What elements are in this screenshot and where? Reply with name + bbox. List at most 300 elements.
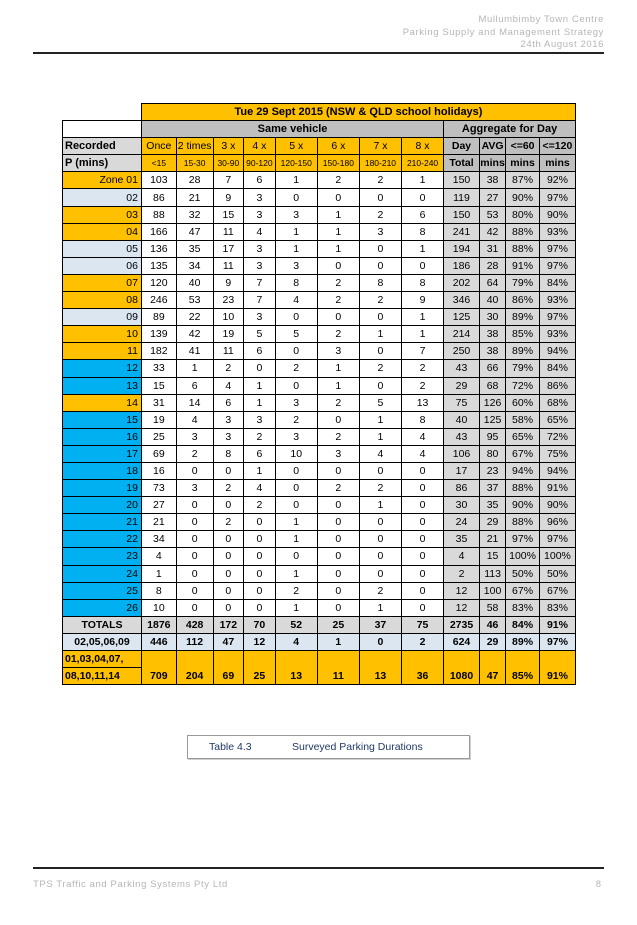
table-cell: 0 [213, 462, 244, 479]
header-line-1: Mullumbimby Town Centre [478, 14, 604, 25]
header-line-2: Parking Supply and Management Strategy [402, 26, 604, 38]
table-cell: 125 [479, 411, 505, 428]
zone-label: 15 [63, 411, 142, 428]
table-cell: 0 [359, 343, 401, 360]
table-cell: 1 [244, 462, 276, 479]
table-cell: 182 [141, 343, 176, 360]
table-cell: 4 [176, 411, 213, 428]
group-cell-spacer [444, 651, 480, 668]
table-cell: 14 [176, 394, 213, 411]
group-cell: 91% [539, 668, 575, 685]
table-cell: 16 [141, 462, 176, 479]
table-cell: 4 [244, 480, 276, 497]
group-cell: 204 [176, 668, 213, 685]
table-cell: 68 [479, 377, 505, 394]
table-cell: 6 [213, 394, 244, 411]
table-cell: 214 [444, 326, 480, 343]
zone-label: 08 [63, 292, 142, 309]
table-cell: 19 [141, 411, 176, 428]
table-cell: 3 [244, 240, 276, 257]
table-cell: 202 [444, 274, 480, 291]
table-cell: 7 [244, 274, 276, 291]
totals-cell: 84% [506, 616, 540, 633]
table-cell: 2 [213, 514, 244, 531]
table-cell: 0 [176, 531, 213, 548]
table-cell: 97% [539, 240, 575, 257]
table-cell: 90% [539, 497, 575, 514]
zone-label: 09 [63, 309, 142, 326]
table-cell: 3 [359, 223, 401, 240]
table-cell: 95 [479, 428, 505, 445]
group-cell-spacer [479, 651, 505, 668]
count-header: 7 x [359, 138, 401, 155]
table-cell: 21 [141, 514, 176, 531]
totals-cell: 2735 [444, 616, 480, 633]
table-cell: 88% [506, 240, 540, 257]
group-cell: 11 [317, 668, 359, 685]
table-cell: 84% [539, 274, 575, 291]
group-cell: 2 [402, 633, 444, 650]
table-cell: 241 [444, 223, 480, 240]
table-cell: 58 [479, 599, 505, 616]
zone-label: 25 [63, 582, 142, 599]
table-cell: 0 [402, 565, 444, 582]
table-cell: 3 [275, 394, 317, 411]
table-cell: 94% [506, 462, 540, 479]
group-cell: 4 [275, 633, 317, 650]
group-cell: 112 [176, 633, 213, 650]
table-cell: 2 [444, 565, 480, 582]
table-cell: 19 [213, 326, 244, 343]
table-cell: 97% [539, 531, 575, 548]
table-cell: 6 [402, 206, 444, 223]
table-cell: 2 [275, 360, 317, 377]
table-cell: 93% [539, 326, 575, 343]
table-cell: 86 [141, 189, 176, 206]
table-cell: 6 [176, 377, 213, 394]
zone-label: 17 [63, 445, 142, 462]
table-cell: 38 [479, 343, 505, 360]
table-cell: 8 [141, 582, 176, 599]
table-cell: 5 [275, 326, 317, 343]
table-cell: 1 [359, 411, 401, 428]
table-cell: 113 [479, 565, 505, 582]
table-cell: 1 [275, 531, 317, 548]
table-cell: 3 [317, 343, 359, 360]
table-row [63, 565, 576, 582]
table-cell: 28 [479, 257, 505, 274]
group-header-row [63, 121, 576, 138]
table-cell: 92% [539, 172, 575, 189]
zone-label: 13 [63, 377, 142, 394]
table-cell: 2 [317, 394, 359, 411]
range-header: 120-150 [275, 155, 317, 172]
table-row [63, 206, 576, 223]
table-cell: 2 [275, 411, 317, 428]
table-cell: 3 [213, 428, 244, 445]
table-cell: 84% [539, 360, 575, 377]
table-title: Tue 29 Sept 2015 (NSW & QLD school holidays) [141, 104, 575, 121]
table-cell: 2 [317, 172, 359, 189]
zone-label: 11 [63, 343, 142, 360]
table-cell: 4 [275, 292, 317, 309]
table-row [63, 223, 576, 240]
table-cell: 3 [244, 206, 276, 223]
table-cell: 100 [479, 582, 505, 599]
parking-duration-table [62, 103, 576, 685]
table-cell: 0 [359, 565, 401, 582]
table-row [63, 411, 576, 428]
table-cell: 40 [444, 411, 480, 428]
zone-label: 23 [63, 548, 142, 565]
table-cell: 21 [176, 189, 213, 206]
count-header: 8 x [402, 138, 444, 155]
table-cell: 0 [275, 189, 317, 206]
zone-label: 14 [63, 394, 142, 411]
table-cell: 0 [359, 240, 401, 257]
table-cell: 88% [506, 480, 540, 497]
aggregate-column-header: <=60 [506, 138, 540, 155]
group-cell: 13 [359, 668, 401, 685]
table-cell: 38 [479, 172, 505, 189]
table-cell: 31 [479, 240, 505, 257]
table-cell: 1 [359, 428, 401, 445]
table-cell: 0 [275, 497, 317, 514]
table-cell: 2 [402, 377, 444, 394]
p-mins-label: P (mins) [63, 155, 142, 172]
table-cell: 120 [141, 274, 176, 291]
table-cell: 1 [275, 240, 317, 257]
totals-cell: 46 [479, 616, 505, 633]
table-cell: 7 [244, 292, 276, 309]
table-cell: 89% [506, 343, 540, 360]
caption-number: Table 4.3 [209, 741, 252, 753]
group-cell-spacer [317, 651, 359, 668]
group-cell-spacer [141, 651, 176, 668]
table-cell: 0 [402, 531, 444, 548]
table-cell: 3 [275, 257, 317, 274]
table-cell: 24 [444, 514, 480, 531]
table-cell: 0 [317, 309, 359, 326]
table-cell: 47 [176, 223, 213, 240]
table-cell: 0 [317, 531, 359, 548]
table-cell: 8 [402, 223, 444, 240]
table-cell: 65% [539, 411, 575, 428]
table-cell: 97% [539, 189, 575, 206]
zone-label: 03 [63, 206, 142, 223]
table-cell: 68% [539, 394, 575, 411]
table-cell: 2 [402, 360, 444, 377]
aggregate-column-header: <=120 [539, 138, 575, 155]
group-cell: 624 [444, 633, 480, 650]
table-cell: 65% [506, 428, 540, 445]
table-cell: 1 [359, 497, 401, 514]
zone-label: 02 [63, 189, 142, 206]
table-cell: 186 [444, 257, 480, 274]
table-cell: 0 [317, 497, 359, 514]
table-cell: 1 [275, 514, 317, 531]
table-cell: 6 [244, 445, 276, 462]
table-cell: 90% [506, 497, 540, 514]
table-cell: 250 [444, 343, 480, 360]
table-cell: 0 [402, 480, 444, 497]
aggregate-column-header: AVG [479, 138, 505, 155]
table-row [63, 428, 576, 445]
table-cell: 2 [317, 292, 359, 309]
table-cell: 3 [244, 189, 276, 206]
aggregate-unit-header: Total [444, 155, 480, 172]
table-cell: 4 [444, 548, 480, 565]
table-cell: 86% [506, 292, 540, 309]
group-cell-spacer [213, 651, 244, 668]
table-cell: 1 [402, 172, 444, 189]
table-cell: 43 [444, 428, 480, 445]
table-cell: 40 [479, 292, 505, 309]
table-cell: 2 [359, 206, 401, 223]
zone-label: 16 [63, 428, 142, 445]
zone-label: 19 [63, 480, 142, 497]
table-cell: 67% [506, 445, 540, 462]
table-row [63, 548, 576, 565]
table-row [63, 172, 576, 189]
table-cell: 1 [317, 360, 359, 377]
zone-label: 20 [63, 497, 142, 514]
table-cell: 42 [176, 326, 213, 343]
group-cell: 47 [479, 668, 505, 685]
table-cell: 34 [176, 257, 213, 274]
table-cell: 0 [176, 599, 213, 616]
table-cell: 4 [141, 548, 176, 565]
table-cell: 0 [359, 257, 401, 274]
table-row [63, 394, 576, 411]
table-cell: 90% [506, 189, 540, 206]
table-cell: 27 [479, 189, 505, 206]
table-row [63, 292, 576, 309]
table-cell: 4 [402, 428, 444, 445]
table-cell: 75 [444, 394, 480, 411]
table-cell: 0 [317, 599, 359, 616]
table-row [63, 240, 576, 257]
zone-label: 18 [63, 462, 142, 479]
table-cell: 12 [444, 599, 480, 616]
table-row [63, 377, 576, 394]
table-cell: 2 [317, 428, 359, 445]
group-label: 02,05,06,09 [63, 633, 142, 650]
table-cell: 1 [275, 223, 317, 240]
table-cell: 96% [539, 514, 575, 531]
table-cell: 13 [402, 394, 444, 411]
table-cell: 0 [359, 548, 401, 565]
table-cell: 30 [479, 309, 505, 326]
group-cell: 97% [539, 633, 575, 650]
table-cell: 0 [244, 599, 276, 616]
table-cell: 0 [317, 411, 359, 428]
table-cell: 1 [176, 360, 213, 377]
table-cell: 3 [275, 428, 317, 445]
table-caption [187, 735, 470, 759]
zone-label: 05 [63, 240, 142, 257]
table-cell: 0 [402, 548, 444, 565]
group-cell: 36 [402, 668, 444, 685]
range-header: 210-240 [402, 155, 444, 172]
table-cell: 67% [506, 582, 540, 599]
table-cell: 93% [539, 223, 575, 240]
totals-cell: 91% [539, 616, 575, 633]
table-cell: 88% [506, 514, 540, 531]
table-cell: 194 [444, 240, 480, 257]
table-cell: 8 [275, 274, 317, 291]
table-cell: 135 [141, 257, 176, 274]
table-cell: 94% [539, 462, 575, 479]
table-cell: 103 [141, 172, 176, 189]
table-cell: 97% [539, 309, 575, 326]
table-cell: 4 [359, 445, 401, 462]
table-row [63, 343, 576, 360]
document-header [403, 14, 604, 52]
zone-label: 22 [63, 531, 142, 548]
totals-row [63, 616, 576, 633]
table-cell: 0 [176, 582, 213, 599]
table-cell: 1 [317, 377, 359, 394]
table-cell: 53 [176, 292, 213, 309]
range-header: 90-120 [244, 155, 276, 172]
table-cell: 33 [141, 360, 176, 377]
table-cell: 1 [359, 599, 401, 616]
table-cell: 0 [402, 257, 444, 274]
table-cell: 2 [359, 292, 401, 309]
group-cell-spacer [506, 651, 540, 668]
table-cell: 11 [213, 257, 244, 274]
table-cell: 2 [244, 497, 276, 514]
aggregate-column-header: Day [444, 138, 480, 155]
table-cell: 50% [539, 565, 575, 582]
table-cell: 0 [402, 514, 444, 531]
group-cell: 69 [213, 668, 244, 685]
table-cell: 8 [402, 274, 444, 291]
count-header: 4 x [244, 138, 276, 155]
footer-company: TPS Traffic and Parking Systems Pty Ltd [33, 879, 228, 890]
group-cell-spacer [176, 651, 213, 668]
table-cell: 2 [213, 480, 244, 497]
group-cell: 85% [506, 668, 540, 685]
table-row [63, 189, 576, 206]
table-cell: 0 [402, 189, 444, 206]
totals-cell: 1876 [141, 616, 176, 633]
aggregate-unit-header: mins [479, 155, 505, 172]
table-cell: 3 [275, 206, 317, 223]
range-header-row [63, 155, 576, 172]
table-cell: 0 [359, 309, 401, 326]
table-row [63, 582, 576, 599]
same-vehicle-header: Same vehicle [141, 121, 443, 138]
table-cell: 23 [213, 292, 244, 309]
table-cell: 15 [213, 206, 244, 223]
table-cell: 0 [359, 514, 401, 531]
table-cell: 10 [275, 445, 317, 462]
table-row [63, 274, 576, 291]
table-cell: 0 [317, 582, 359, 599]
table-cell: 2 [317, 326, 359, 343]
table-cell: 0 [402, 462, 444, 479]
table-cell: 0 [176, 497, 213, 514]
table-cell: 2 [359, 480, 401, 497]
group-cell-spacer [402, 651, 444, 668]
count-header: 3 x [213, 138, 244, 155]
table-cell: 42 [479, 223, 505, 240]
table-cell: 8 [359, 274, 401, 291]
table-cell: 3 [317, 445, 359, 462]
table-cell: 23 [479, 462, 505, 479]
table-cell: 8 [402, 411, 444, 428]
group-cell-spacer [359, 651, 401, 668]
totals-cell: 25 [317, 616, 359, 633]
table-cell: 0 [402, 497, 444, 514]
table-row [63, 445, 576, 462]
table-row [63, 326, 576, 343]
table-cell: 41 [176, 343, 213, 360]
count-header: 6 x [317, 138, 359, 155]
table-cell: 75% [539, 445, 575, 462]
table-cell: 139 [141, 326, 176, 343]
table-cell: 7 [213, 172, 244, 189]
table-cell: 150 [444, 172, 480, 189]
table-cell: 11 [213, 343, 244, 360]
group-row-2 [63, 651, 576, 668]
table-cell: 10 [213, 309, 244, 326]
table-cell: 166 [141, 223, 176, 240]
table-cell: 0 [317, 565, 359, 582]
table-cell: 79% [506, 274, 540, 291]
table-cell: 15 [479, 548, 505, 565]
table-cell: 0 [275, 309, 317, 326]
table-cell: 0 [359, 462, 401, 479]
table-cell: 80 [479, 445, 505, 462]
table-cell: 97% [539, 257, 575, 274]
table-cell: 87% [506, 172, 540, 189]
group-cell: 13 [275, 668, 317, 685]
totals-cell: 75 [402, 616, 444, 633]
table-cell: 100% [506, 548, 540, 565]
table-cell: 60% [506, 394, 540, 411]
totals-cell: 70 [244, 616, 276, 633]
table-cell: 0 [317, 462, 359, 479]
table-cell: 1 [244, 394, 276, 411]
zone-label: 24 [63, 565, 142, 582]
totals-label: TOTALS [63, 616, 142, 633]
table-cell: 3 [213, 411, 244, 428]
table-cell: 0 [275, 548, 317, 565]
table-cell: 67% [539, 582, 575, 599]
table-cell: 1 [402, 326, 444, 343]
table-cell: 83% [506, 599, 540, 616]
table-cell: 2 [176, 445, 213, 462]
table-cell: 3 [244, 257, 276, 274]
table-cell: 106 [444, 445, 480, 462]
group-cell: 0 [359, 633, 401, 650]
table-cell: 0 [275, 462, 317, 479]
table-cell: 97% [506, 531, 540, 548]
group-cell: 12 [244, 633, 276, 650]
blank-corner [63, 104, 142, 121]
zone-label: 26 [63, 599, 142, 616]
table-cell: 0 [244, 582, 276, 599]
table-cell: 0 [213, 582, 244, 599]
table-cell: 0 [213, 531, 244, 548]
caption-text: Surveyed Parking Durations [292, 741, 423, 753]
aggregate-unit-header: mins [539, 155, 575, 172]
table-cell: 0 [176, 462, 213, 479]
table-cell: 9 [402, 292, 444, 309]
